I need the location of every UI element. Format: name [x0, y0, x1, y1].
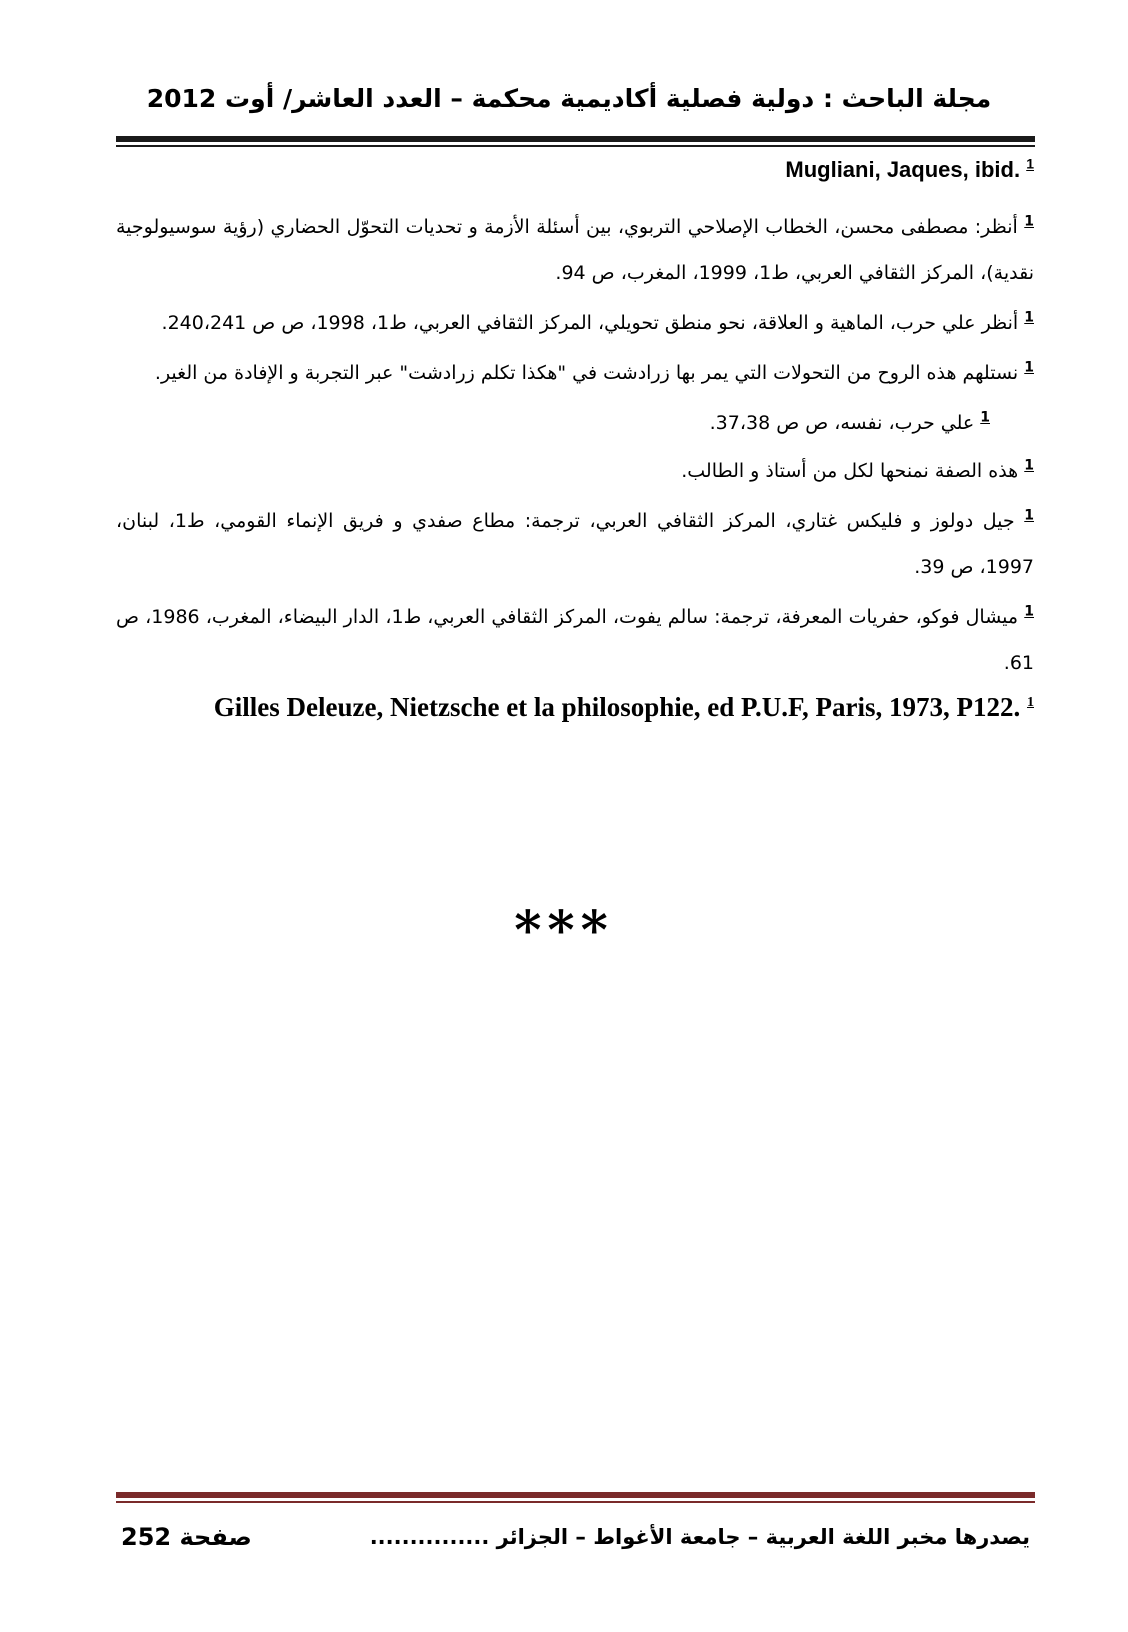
footnote — [116, 690, 1034, 724]
footnote — [116, 498, 1034, 590]
footnote — [116, 300, 1034, 346]
footnote-text: Gilles Deleuze, Nietzsche et la philosophie, ed P.U.F, Paris, 1973, P122. — [213, 692, 1021, 722]
footnote — [116, 400, 1034, 446]
footnote-mark: 1 — [1024, 603, 1034, 620]
footnote — [116, 448, 1034, 494]
footer-rule — [116, 1492, 1035, 1498]
publisher-line: يصدرها مخبر اللغة العربية – جامعة الأغواط – الجزائر ............... — [369, 1525, 1030, 1549]
footnote — [116, 594, 1034, 686]
header-rule-thin — [116, 145, 1035, 147]
footnote-text: Mugliani, Jaques, ibid. — [785, 157, 1021, 182]
footnote — [116, 150, 1034, 190]
footnote-mark: 1 — [1024, 359, 1034, 376]
footnote-text: نستلهم هذه الروح من التحولات التي يمر بها زرادشت في "هكذا تكلم زرادشت" عبر التجربة و الإفادة من الغير. — [154, 362, 1019, 384]
footnote-mark: 1 — [1024, 213, 1034, 230]
footnotes-list — [116, 150, 1034, 728]
footnote-mark: 1 — [1024, 507, 1034, 524]
footnote — [116, 350, 1034, 396]
footnote-text: جيل دولوز و فليكس غتاري، المركز الثقافي العربي، ترجمة: مطاع صفدي و فريق الإنماء القومي، ط1، لبنان، 1997، ص 39. — [116, 510, 1034, 578]
footnote-mark: 1 — [1026, 155, 1034, 172]
footnote — [116, 204, 1034, 296]
footnote-text: ميشال فوكو، حفريات المعرفة، ترجمة: سالم يفوت، المركز الثقافي العربي، ط1، الدار البيضاء، المغرب، 1986، ص 61. — [116, 606, 1034, 674]
footer-rule-thin — [116, 1501, 1035, 1503]
section-separator: *** — [514, 900, 614, 961]
page-number: صفحة 252 — [121, 1523, 252, 1551]
footnote-mark: 1 — [980, 409, 990, 426]
footnote-text: هذه الصفة نمنحها لكل من أستاذ و الطالب. — [681, 460, 1019, 482]
footnote-text: علي حرب، نفسه، ص ص 37،38. — [709, 412, 975, 434]
footnote-text: أنظر علي حرب، الماهية و العلاقة، نحو منطق تحويلي، المركز الثقافي العربي، ط1، 1998، ص ص 240،241. — [161, 312, 1019, 334]
journal-header: مجلة الباحث : دولية فصلية أكاديمية محكمة – العدد العاشر/ أوت 2012 — [146, 84, 992, 113]
footnote-mark: 1 — [1027, 695, 1034, 710]
footnote-mark: 1 — [1024, 309, 1034, 326]
footnote-text: أنظر: مصطفى محسن، الخطاب الإصلاحي التربوي، بين أسئلة الأزمة و تحديات التحوّل الحضاري (رؤية سوسيولوجية نقدية)، المركز الثقافي العربي، ط1، 1999، المغرب، ص 94. — [116, 216, 1034, 284]
footnote-mark: 1 — [1024, 457, 1034, 474]
header-rule — [116, 136, 1035, 142]
